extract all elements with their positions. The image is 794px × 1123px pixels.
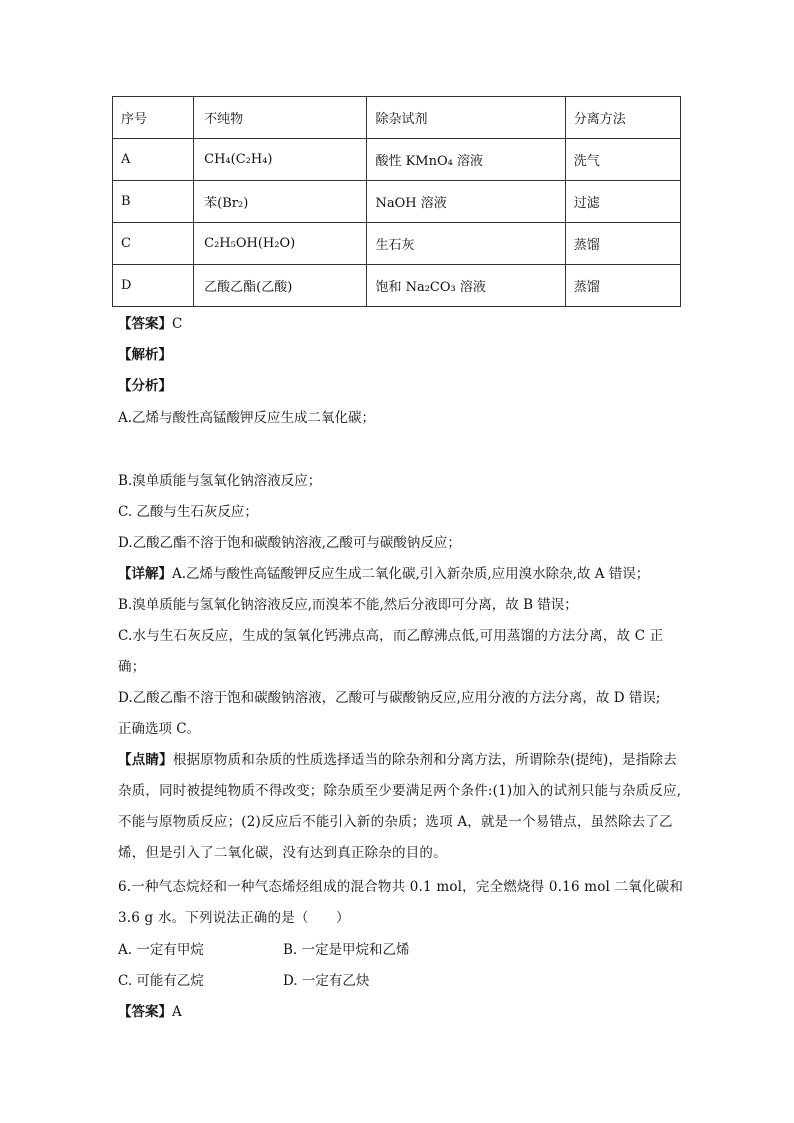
reagent-table	[112, 96, 681, 307]
row-method: 洗气	[565, 139, 680, 181]
analysis-subheading: 【分析】	[118, 378, 172, 394]
row-impure: 苯(Br₂)	[194, 181, 367, 223]
row-reagent: 生石灰	[367, 223, 565, 265]
row-method: 蒸馏	[565, 223, 680, 265]
row-impure: 乙酸乙酯(乙酸)	[194, 265, 367, 307]
question-6-options-row-2	[118, 971, 684, 991]
header-cell: 分离方法	[565, 97, 680, 139]
detail-b: B.溴单质能与氢氧化钠溶液反应,而溴苯不能,然后分液即可分离，故 B 错误；	[118, 597, 578, 613]
table-row	[113, 139, 681, 181]
row-id: D	[113, 265, 194, 307]
row-id: A	[113, 139, 194, 181]
table-row	[113, 265, 681, 307]
option-d: D. 一定有乙炔	[283, 973, 370, 989]
question-6-options-row-1	[118, 940, 684, 960]
detail-d: D.乙酸乙酯不溶于饱和碳酸钠溶液，乙酸可与碳酸钠反应,应用分液的方法分离，故 D 错误;	[118, 690, 661, 706]
detail-label: 【详解】	[118, 566, 172, 582]
answer-5	[118, 314, 684, 334]
option-a: A. 一定有甲烷	[118, 942, 204, 958]
detail-a: A.乙烯与酸性高锰酸钾反应生成二氧化碳,引入新杂质,应用溴水除杂,故 A 错误；	[172, 566, 650, 582]
table-row	[113, 223, 681, 265]
detail-correct: 正确选项 C。	[118, 721, 201, 737]
analysis-c: C. 乙酸与生石灰反应；	[118, 504, 258, 520]
row-reagent: NaOH 溶液	[367, 181, 565, 223]
header-cell: 除杂试剂	[367, 97, 565, 139]
analysis-b: B.溴单质能与氢氧化钠溶液反应；	[118, 473, 322, 489]
header-cell: 序号	[113, 97, 194, 139]
analysis-a: A.乙烯与酸性高锰酸钾反应生成二氧化碳；	[118, 410, 376, 426]
analysis-heading: 【解析】	[118, 347, 172, 363]
answer-label: 【答案】	[118, 316, 172, 332]
comment-block	[118, 745, 684, 869]
table-header-row	[113, 97, 681, 139]
option-c: C. 可能有乙烷	[118, 973, 204, 989]
row-method: 蒸馏	[565, 265, 680, 307]
answer-value: A	[172, 1004, 182, 1020]
header-cell: 不纯物	[194, 97, 367, 139]
detail-c: C.水与生石灰反应，生成的氢氧化钙沸点高，而乙醇沸点低,可用蒸馏的方法分离，故 C 正确；	[118, 628, 664, 675]
row-method: 过滤	[565, 181, 680, 223]
answer-label: 【答案】	[118, 1004, 172, 1020]
option-b: B. 一定是甲烷和乙烯	[283, 942, 410, 958]
analysis-d: D.乙酸乙酯不溶于饱和碳酸钠溶液,乙酸可与碳酸钠反应；	[118, 535, 461, 551]
row-id: B	[113, 181, 194, 223]
row-reagent: 酸性 KMnO₄ 溶液	[367, 139, 565, 181]
row-reagent: 饱和 Na₂CO₃ 溶液	[367, 265, 565, 307]
row-id: C	[113, 223, 194, 265]
comment-text: 根据原物质和杂质的性质选择适当的除杂剂和分离方法，所谓除杂(提纯)，是指除去杂质，同时被提纯物质不得改变；除杂质至少要满足两个条件:(1)加入的试剂只能与杂质反应,不能与原物质反应；(2)反应后不能引入新的杂质；选项 A，就是一个易错点，虽然除去了乙烯，但是引入了二氧化碳，没有达到真正除杂的目的。	[118, 752, 682, 861]
answer-6	[118, 1002, 684, 1022]
row-impure: C₂H₅OH(H₂O)	[194, 223, 367, 265]
question-6-stem: 6.一种气态烷烃和一种气态烯烃组成的混合物共 0.1 mol，完全燃烧得 0.16 mol 二氧化碳和 3.6 g 水。下列说法正确的是（ ）	[118, 879, 684, 926]
table-row	[113, 181, 681, 223]
detail-a-line	[118, 564, 684, 584]
row-impure: CH₄(C₂H₄)	[194, 139, 367, 181]
answer-value: C	[172, 316, 183, 332]
comment-label: 【点睛】	[118, 752, 173, 768]
